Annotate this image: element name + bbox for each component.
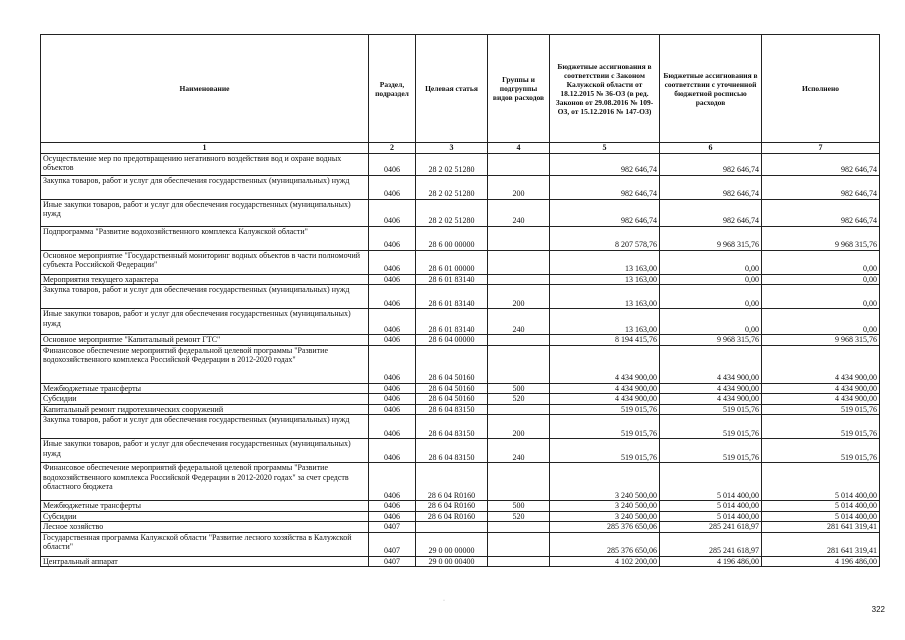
row-budget-refined: 4 434 900,00: [660, 345, 762, 383]
row-executed: 281 641 319,41: [762, 522, 880, 533]
row-executed: 5 014 400,00: [762, 463, 880, 501]
row-budget-refined: 285 241 618,97: [660, 522, 762, 533]
row-name: Подпрограмма "Развитие водохозяйственного комплекса Калужской области": [41, 226, 369, 250]
row-executed: 5 014 400,00: [762, 501, 880, 512]
row-group: 240: [488, 439, 550, 463]
row-target: [416, 522, 488, 533]
row-budget-refined: 5 014 400,00: [660, 511, 762, 522]
row-section: 0406: [369, 439, 416, 463]
row-name: Субсидии: [41, 394, 369, 405]
table-row: [41, 501, 880, 512]
row-section: 0406: [369, 285, 416, 309]
row-name: Государственная программа Калужской области "Развитие лесного хозяйства в Калужской области": [41, 532, 369, 556]
row-group: [488, 522, 550, 533]
table-row: [41, 394, 880, 405]
scan-speck: ·: [443, 598, 445, 604]
row-target: 28 2 02 51280: [416, 199, 488, 226]
row-name: Основное мероприятие "Государственный мониторинг водных объектов в части полномочий субъекта Российской Федерации": [41, 250, 369, 274]
row-budget-refined: 4 434 900,00: [660, 394, 762, 405]
row-budget-law: 3 240 500,00: [550, 511, 660, 522]
table-row: [41, 511, 880, 522]
table-row: [41, 415, 880, 439]
row-section: 0406: [369, 501, 416, 512]
row-group: 240: [488, 199, 550, 226]
row-section: 0406: [369, 153, 416, 175]
row-group: 200: [488, 285, 550, 309]
row-target: 28 6 04 83150: [416, 439, 488, 463]
row-budget-law: 982 646,74: [550, 153, 660, 175]
row-name: Закупка товаров, работ и услуг для обеспечения государственных (муниципальных) нужд: [41, 285, 369, 309]
row-name: Финансовое обеспечение мероприятий федеральной целевой программы "Развитие водохозяйственного комплекса Российской Федерации в 2012-2020 годах": [41, 345, 369, 383]
row-target: 29 0 00 00000: [416, 532, 488, 556]
row-group: 520: [488, 394, 550, 405]
row-budget-refined: 519 015,76: [660, 415, 762, 439]
row-budget-refined: 982 646,74: [660, 199, 762, 226]
row-name: Мероприятия текущего характера: [41, 274, 369, 285]
row-executed: 519 015,76: [762, 404, 880, 415]
row-target: 28 6 04 00000: [416, 335, 488, 346]
row-target: 28 6 04 50160: [416, 345, 488, 383]
row-section: 0407: [369, 522, 416, 533]
row-executed: 519 015,76: [762, 415, 880, 439]
row-budget-law: 4 434 900,00: [550, 345, 660, 383]
row-group: [488, 345, 550, 383]
header-executed: Исполнено: [762, 35, 880, 143]
budget-table: [40, 34, 880, 567]
column-number: 1: [41, 143, 369, 154]
row-section: 0407: [369, 532, 416, 556]
row-budget-refined: 519 015,76: [660, 404, 762, 415]
table-row: [41, 153, 880, 175]
row-budget-law: 3 240 500,00: [550, 501, 660, 512]
row-section: 0407: [369, 556, 416, 567]
row-budget-law: 982 646,74: [550, 199, 660, 226]
row-budget-law: 519 015,76: [550, 404, 660, 415]
row-name: Межбюджетные трансферты: [41, 383, 369, 394]
row-target: 28 2 02 51280: [416, 175, 488, 199]
row-target: 28 6 04 83150: [416, 404, 488, 415]
table-row: [41, 463, 880, 501]
row-target: 28 6 01 83140: [416, 309, 488, 335]
column-number-row: [41, 143, 880, 154]
table-row: [41, 383, 880, 394]
row-budget-law: 285 376 650,06: [550, 532, 660, 556]
row-section: 0406: [369, 463, 416, 501]
row-group: 500: [488, 501, 550, 512]
row-section: 0406: [369, 274, 416, 285]
page-number: 322: [871, 605, 885, 614]
table-row: [41, 404, 880, 415]
row-budget-refined: 0,00: [660, 285, 762, 309]
column-number: 4: [488, 143, 550, 154]
row-section: 0406: [369, 404, 416, 415]
row-group: 520: [488, 511, 550, 522]
row-name: Субсидии: [41, 511, 369, 522]
row-target: 28 6 00 00000: [416, 226, 488, 250]
row-executed: 0,00: [762, 274, 880, 285]
row-target: 29 0 00 00400: [416, 556, 488, 567]
row-budget-refined: 9 968 315,76: [660, 226, 762, 250]
table-row: [41, 250, 880, 274]
row-group: [488, 556, 550, 567]
row-name: Лесное хозяйство: [41, 522, 369, 533]
column-number: 7: [762, 143, 880, 154]
row-executed: 9 968 315,76: [762, 226, 880, 250]
row-target: 28 6 04 R0160: [416, 511, 488, 522]
row-section: 0406: [369, 335, 416, 346]
row-executed: 4 434 900,00: [762, 394, 880, 405]
row-name: Закупка товаров, работ и услуг для обеспечения государственных (муниципальных) нужд: [41, 175, 369, 199]
row-budget-refined: 5 014 400,00: [660, 463, 762, 501]
row-section: 0406: [369, 383, 416, 394]
row-budget-law: 519 015,76: [550, 439, 660, 463]
row-target: 28 6 01 83140: [416, 285, 488, 309]
row-executed: 982 646,74: [762, 175, 880, 199]
row-group: 240: [488, 309, 550, 335]
table-row: [41, 285, 880, 309]
row-budget-law: 3 240 500,00: [550, 463, 660, 501]
row-section: 0406: [369, 394, 416, 405]
row-name: Иные закупки товаров, работ и услуг для обеспечения государственных (муниципальных) нужд: [41, 199, 369, 226]
column-number: 6: [660, 143, 762, 154]
row-section: 0406: [369, 199, 416, 226]
table-row: [41, 199, 880, 226]
row-budget-law: 4 102 200,00: [550, 556, 660, 567]
row-executed: 0,00: [762, 285, 880, 309]
header-budget-law: Бюджетные ассигнования в соответствии с Законом Калужской области от 18.12.2015 № 36-ОЗ (в ред. Законов от 29.08.2016 № 109-ОЗ, от 15.12.2016 № 147-ОЗ): [550, 35, 660, 143]
row-executed: 0,00: [762, 250, 880, 274]
table-row: [41, 345, 880, 383]
row-group: [488, 335, 550, 346]
row-section: 0406: [369, 175, 416, 199]
row-name: Иные закупки товаров, работ и услуг для обеспечения государственных (муниципальных) нужд: [41, 309, 369, 335]
header-budget-refined: Бюджетные ассигнования в соответствии с уточненной бюджетной росписью расходов: [660, 35, 762, 143]
row-name: Осуществление мер по предотвращению негативного воздействия вод и охране водных объектов: [41, 153, 369, 175]
row-target: 28 6 04 83150: [416, 415, 488, 439]
row-name: Межбюджетные трансферты: [41, 501, 369, 512]
row-group: [488, 250, 550, 274]
row-group: [488, 153, 550, 175]
row-section: 0406: [369, 345, 416, 383]
row-target: 28 6 04 50160: [416, 394, 488, 405]
row-executed: 5 014 400,00: [762, 511, 880, 522]
row-section: 0406: [369, 309, 416, 335]
row-section: 0406: [369, 226, 416, 250]
row-target: 28 2 02 51280: [416, 153, 488, 175]
row-budget-law: 982 646,74: [550, 175, 660, 199]
row-executed: 982 646,74: [762, 199, 880, 226]
table-row: [41, 335, 880, 346]
column-number: 5: [550, 143, 660, 154]
row-executed: 4 434 900,00: [762, 345, 880, 383]
table-row: [41, 226, 880, 250]
row-budget-law: 13 163,00: [550, 274, 660, 285]
row-group: 200: [488, 175, 550, 199]
row-budget-refined: 0,00: [660, 250, 762, 274]
row-group: [488, 274, 550, 285]
row-budget-law: 13 163,00: [550, 250, 660, 274]
row-group: [488, 463, 550, 501]
column-number: 3: [416, 143, 488, 154]
row-budget-law: 519 015,76: [550, 415, 660, 439]
row-section: 0406: [369, 511, 416, 522]
row-section: 0406: [369, 250, 416, 274]
header-row: [41, 35, 880, 143]
row-name: Капитальный ремонт гидротехнических сооружений: [41, 404, 369, 415]
row-budget-law: 13 163,00: [550, 285, 660, 309]
table-row: [41, 274, 880, 285]
row-budget-law: 4 434 900,00: [550, 394, 660, 405]
header-name: Наименование: [41, 35, 369, 143]
row-group: 500: [488, 383, 550, 394]
row-target: 28 6 01 00000: [416, 250, 488, 274]
row-target: 28 6 01 83140: [416, 274, 488, 285]
table-row: [41, 175, 880, 199]
row-name: Центральный аппарат: [41, 556, 369, 567]
row-budget-refined: 4 196 486,00: [660, 556, 762, 567]
row-budget-law: 285 376 650,06: [550, 522, 660, 533]
row-budget-refined: 0,00: [660, 274, 762, 285]
row-executed: 982 646,74: [762, 153, 880, 175]
row-budget-refined: 0,00: [660, 309, 762, 335]
row-group: [488, 226, 550, 250]
table-row: [41, 532, 880, 556]
row-executed: 0,00: [762, 309, 880, 335]
header-section: Раздел, подраздел: [369, 35, 416, 143]
row-budget-refined: 9 968 315,76: [660, 335, 762, 346]
row-budget-law: 8 207 578,76: [550, 226, 660, 250]
table-body: [41, 153, 880, 567]
row-name: Финансовое обеспечение мероприятий федеральной целевой программы "Развитие водохозяйственного комплекса Российской Федерации в 2012-2020 годах" за счет средств областного бюджета: [41, 463, 369, 501]
row-name: Основное мероприятие "Капитальный ремонт ГТС": [41, 335, 369, 346]
header-group: Группы и подгруппы видов расходов: [488, 35, 550, 143]
row-budget-refined: 285 241 618,97: [660, 532, 762, 556]
header-target: Целевая статья: [416, 35, 488, 143]
row-budget-law: 4 434 900,00: [550, 383, 660, 394]
row-target: 28 6 04 R0160: [416, 501, 488, 512]
row-executed: 281 641 319,41: [762, 532, 880, 556]
table-row: [41, 439, 880, 463]
row-section: 0406: [369, 415, 416, 439]
row-executed: 519 015,76: [762, 439, 880, 463]
row-group: 200: [488, 415, 550, 439]
row-budget-refined: 4 434 900,00: [660, 383, 762, 394]
row-budget-refined: 5 014 400,00: [660, 501, 762, 512]
row-budget-refined: 982 646,74: [660, 175, 762, 199]
row-executed: 4 196 486,00: [762, 556, 880, 567]
row-executed: 9 968 315,76: [762, 335, 880, 346]
column-number: 2: [369, 143, 416, 154]
row-target: 28 6 04 50160: [416, 383, 488, 394]
row-group: [488, 404, 550, 415]
row-group: [488, 532, 550, 556]
row-executed: 4 434 900,00: [762, 383, 880, 394]
row-budget-law: 13 163,00: [550, 309, 660, 335]
row-budget-refined: 519 015,76: [660, 439, 762, 463]
row-target: 28 6 04 R0160: [416, 463, 488, 501]
table-row: [41, 309, 880, 335]
row-name: Иные закупки товаров, работ и услуг для обеспечения государственных (муниципальных) нужд: [41, 439, 369, 463]
table-row: [41, 522, 880, 533]
row-budget-law: 8 194 415,76: [550, 335, 660, 346]
row-budget-refined: 982 646,74: [660, 153, 762, 175]
table-row: [41, 556, 880, 567]
row-name: Закупка товаров, работ и услуг для обеспечения государственных (муниципальных) нужд: [41, 415, 369, 439]
